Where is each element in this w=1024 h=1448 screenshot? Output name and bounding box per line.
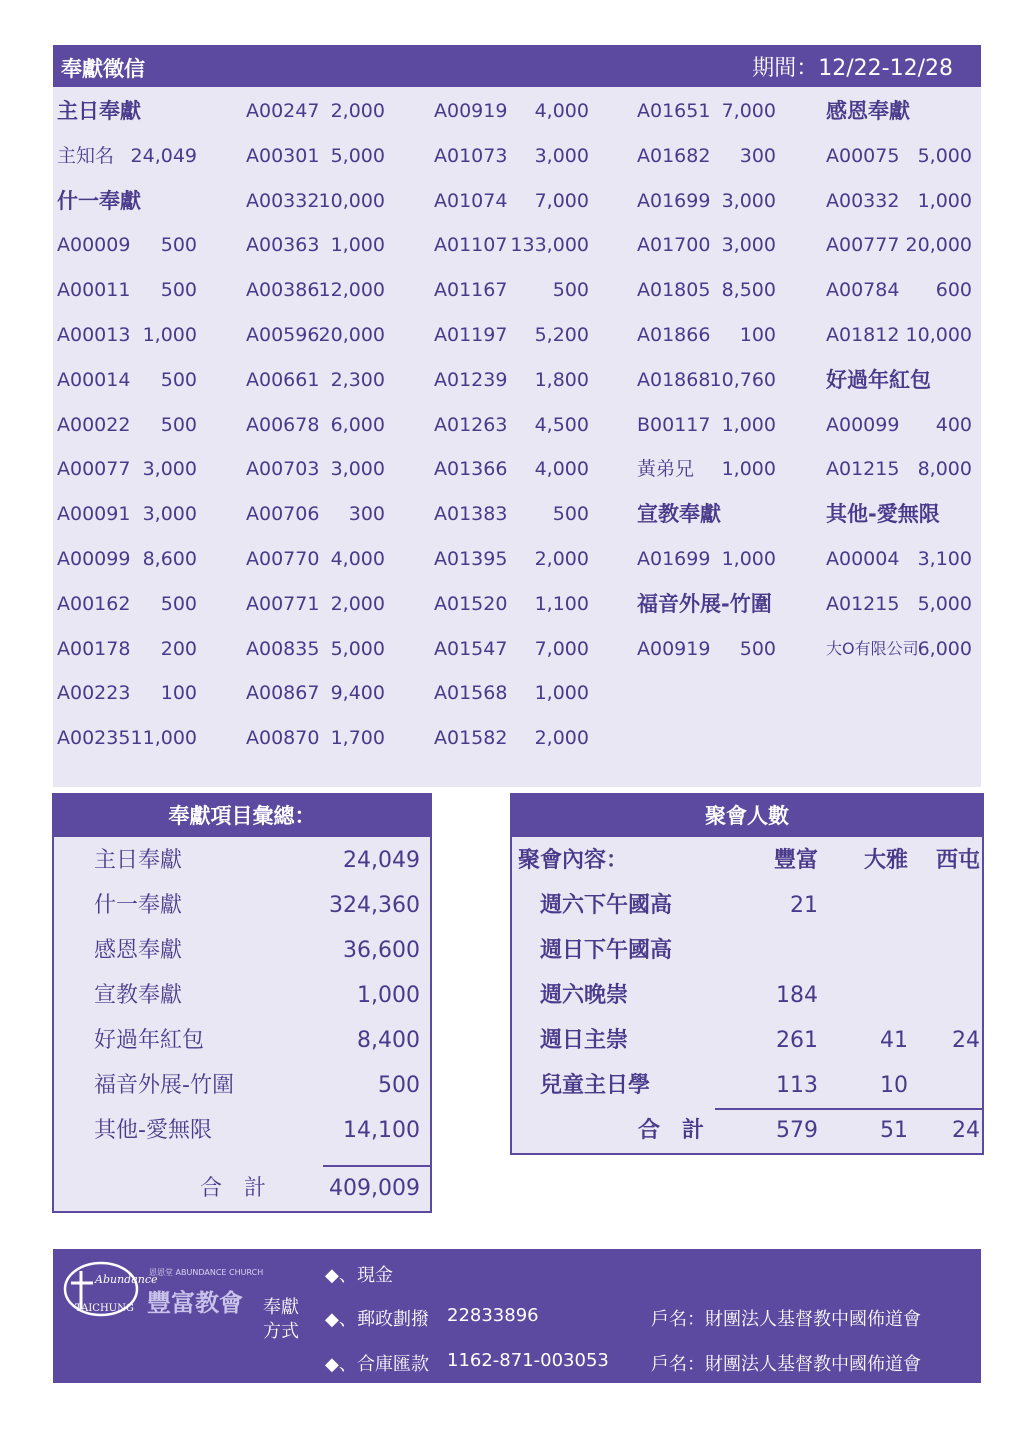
donor-code: A00077 (57, 458, 131, 481)
offering-list (53, 87, 981, 787)
cash-label: 現金 (357, 1265, 393, 1286)
site-header: 西屯 (935, 848, 980, 873)
donor-code: 黃弟兄 (637, 458, 695, 481)
postal-number: 22833896 (447, 1305, 539, 1326)
summary-item-value: 36,600 (343, 938, 420, 963)
offering-entry (434, 181, 589, 221)
donor-code: A00099 (826, 413, 900, 436)
offering-amount: 4,000 (534, 458, 589, 481)
offering-amount: 2,300 (330, 368, 385, 391)
meeting-label: 週六下午國高 (540, 893, 673, 918)
donor-code: 大O有限公司 (826, 638, 919, 658)
donor-code: A00919 (637, 637, 711, 660)
offering-entry (434, 673, 589, 713)
donor-code: A01074 (434, 189, 508, 212)
offering-entry (246, 494, 385, 534)
site-header: 大雅 (863, 848, 908, 873)
attendance-count: 261 (776, 1028, 818, 1053)
offering-amount: 6,000 (917, 637, 972, 660)
donor-code: A01167 (434, 279, 508, 302)
offering-entry (434, 315, 589, 355)
bullet-icon: ◆、 (325, 1309, 357, 1330)
offering-amount: 10,760 (709, 368, 776, 391)
offering-entry (434, 449, 589, 489)
donor-code: A01520 (434, 592, 508, 615)
offering-entry (246, 225, 385, 265)
offering-amount: 1,000 (721, 413, 776, 436)
offering-amount: 400 (935, 413, 972, 436)
attendance-count: 113 (776, 1073, 818, 1098)
offering-entry (826, 225, 972, 265)
offering-amount: 500 (739, 637, 776, 660)
summary-item-label: 其他-愛無限 (94, 1118, 212, 1143)
offering-amount: 2,000 (534, 548, 589, 570)
donor-code: A00004 (826, 548, 900, 570)
offering-entry (434, 136, 589, 176)
offering-entry (637, 449, 776, 489)
offering-amount: 10,000 (905, 324, 972, 346)
donor-code: A00386 (246, 279, 320, 302)
offering-entry (637, 181, 776, 221)
summary-item-label: 好過年紅包 (94, 1028, 205, 1053)
offering-amount: 8,500 (721, 279, 776, 302)
offering-entry (246, 270, 385, 310)
donor-code: A01215 (826, 458, 900, 481)
donor-code: A00011 (57, 279, 131, 302)
summary-item-label: 什一奉獻 (94, 893, 183, 918)
offering-amount: 3,000 (142, 503, 197, 526)
offering-amount: 24,049 (130, 144, 197, 167)
donor-code: A01239 (434, 368, 508, 391)
donor-code: A01547 (434, 637, 508, 660)
donor-code: A00099 (57, 548, 131, 570)
donor-code: A01107 (434, 234, 508, 257)
offering-entry (246, 315, 385, 355)
logo-top: 恩恩堂 ABUNDANCE CHURCH (149, 1268, 264, 1277)
donor-code: A00091 (57, 503, 131, 526)
offering-entry (826, 270, 972, 310)
category-label: 好過年紅包 (826, 367, 931, 392)
offering-entry (637, 225, 776, 265)
donor-code: A01366 (434, 458, 508, 481)
offering-entry (826, 136, 972, 176)
offering-amount: 4,000 (330, 548, 385, 570)
donor-code: A00332 (826, 189, 900, 212)
summary-divider (323, 1165, 430, 1167)
meeting-label: 週日下午國高 (540, 938, 673, 963)
summary-row (94, 1111, 420, 1151)
offering-amount: 5,200 (534, 324, 589, 346)
donor-code: A00075 (826, 144, 900, 167)
bank-label: 合庫匯款 (357, 1354, 429, 1375)
summary-row (94, 1021, 420, 1061)
donor-code: A00014 (57, 368, 131, 391)
offering-entry (826, 315, 972, 355)
offering-amount: 3,000 (142, 458, 197, 481)
category-label: 宣教奉獻 (637, 502, 721, 527)
donor-code: A01682 (637, 144, 711, 167)
offering-entry (57, 539, 197, 579)
offering-entry (57, 360, 197, 400)
offering-entry (434, 584, 589, 624)
donor-code: A00223 (57, 682, 131, 705)
offering-amount: 1,000 (721, 458, 776, 481)
summary-total-label: 合 計 (200, 1176, 267, 1201)
offering-amount: 20,000 (905, 234, 972, 257)
attendance-title: 聚會人數 (512, 795, 982, 837)
attendance-count: 21 (790, 893, 818, 918)
offering-amount: 133,000 (510, 234, 589, 257)
attendance-content-label: 聚會內容： (518, 848, 629, 873)
category-heading (826, 360, 972, 400)
offering-amount: 300 (739, 144, 776, 167)
offering-amount: 1,000 (534, 682, 589, 705)
attendance-total-value: 579 (776, 1118, 818, 1143)
donor-code: A00770 (246, 548, 320, 570)
offering-entry (246, 539, 385, 579)
summary-item-label: 感恩奉獻 (94, 938, 183, 963)
donor-code: A00022 (57, 413, 131, 436)
offering-amount: 100 (160, 682, 197, 705)
offering-amount: 1,000 (721, 548, 776, 570)
attendance-count: 184 (776, 983, 818, 1008)
offering-entry (246, 405, 385, 445)
offering-entry (57, 405, 197, 445)
summary-row (94, 931, 420, 971)
offering-entry (246, 136, 385, 176)
offering-entry (57, 718, 197, 758)
method-label-1: 奉獻 (263, 1297, 299, 1318)
logo-sub: TAICHUNG (75, 1303, 134, 1314)
offering-entry (826, 584, 972, 624)
offering-summary-box (52, 793, 432, 1213)
donor-code: 主知名 (57, 144, 115, 167)
donor-code: A00178 (57, 637, 131, 660)
meeting-label: 兒童主日學 (540, 1073, 651, 1098)
bullet-icon: ◆、 (325, 1265, 357, 1286)
offering-entry (246, 449, 385, 489)
offering-amount: 20,000 (318, 324, 385, 346)
offering-amount: 7,000 (534, 637, 589, 660)
postal-account-name: 戶名：財團法人基督教中國佈道會 (651, 1309, 921, 1330)
period-label: 期間：12/22-12/28 (752, 56, 953, 81)
summary-row (94, 1066, 420, 1106)
offering-entry (57, 449, 197, 489)
donor-code: A00703 (246, 458, 320, 481)
summary-item-value: 24,049 (343, 848, 420, 873)
summary-total-value: 409,009 (329, 1176, 420, 1201)
donor-code: A00596 (246, 324, 320, 346)
offering-amount: 500 (160, 368, 197, 391)
offering-amount: 5,000 (330, 144, 385, 167)
summary-item-value: 14,100 (343, 1118, 420, 1143)
attendance-count: 41 (880, 1028, 908, 1053)
offering-amount: 1,000 (917, 189, 972, 212)
summary-item-value: 8,400 (357, 1028, 420, 1053)
offering-amount: 1,700 (330, 727, 385, 750)
donor-code: A01263 (434, 413, 508, 436)
donor-code: A00162 (57, 592, 131, 615)
offering-amount: 1,000 (330, 234, 385, 257)
offering-entry (246, 360, 385, 400)
offering-amount: 3,000 (330, 458, 385, 481)
offering-amount: 3,100 (917, 548, 972, 570)
donor-code: A01582 (434, 727, 508, 750)
postal-label: 郵政劃撥 (357, 1309, 429, 1330)
offering-entry (434, 539, 589, 579)
offering-amount: 500 (552, 279, 589, 302)
summary-item-label: 宣教奉獻 (94, 983, 183, 1008)
offering-entry (57, 225, 197, 265)
donor-code: A01215 (826, 592, 900, 615)
offering-entry (637, 360, 776, 400)
offering-entry (246, 673, 385, 713)
offering-amount: 1,000 (142, 324, 197, 346)
offering-amount: 200 (160, 637, 197, 660)
donor-code: A01651 (637, 100, 711, 122)
donor-code: A00661 (246, 368, 320, 391)
logo-script: Abundance (95, 1273, 158, 1286)
offering-entry (57, 315, 197, 355)
donor-code: A00771 (246, 592, 320, 615)
offering-entry (826, 539, 972, 579)
summary-total-row (94, 1169, 420, 1209)
page-header (53, 45, 981, 87)
offering-entry (434, 405, 589, 445)
offering-amount: 500 (552, 503, 589, 526)
donor-code: A01699 (637, 548, 711, 570)
offering-entry (246, 181, 385, 221)
offering-amount: 9,400 (330, 682, 385, 705)
bank-account-number: 1162-871-003053 (447, 1350, 609, 1371)
offering-entry (57, 584, 197, 624)
donor-code: A00867 (246, 682, 320, 705)
offering-entry (57, 629, 197, 669)
offering-entry (637, 405, 776, 445)
category-heading (57, 181, 197, 221)
summary-row (94, 886, 420, 926)
offering-amount: 5,000 (917, 592, 972, 615)
offering-entry (826, 181, 972, 221)
donor-code: A00009 (57, 234, 131, 257)
donor-code: A00678 (246, 413, 320, 436)
offering-amount: 8,600 (142, 548, 197, 570)
donor-code: A01700 (637, 234, 711, 257)
offering-entry (434, 494, 589, 534)
donor-code: A00835 (246, 637, 320, 660)
category-label: 其他-愛無限 (826, 502, 940, 527)
offering-amount: 600 (935, 279, 972, 302)
donor-code: A01866 (637, 324, 711, 346)
offering-entry (246, 584, 385, 624)
donor-code: A00332 (246, 189, 320, 212)
offering-amount: 12,000 (318, 279, 385, 302)
offering-entry (57, 494, 197, 534)
offering-entry (434, 270, 589, 310)
donor-code: B00117 (637, 413, 711, 436)
donor-code: A00706 (246, 503, 320, 526)
offering-entry (434, 629, 589, 669)
site-header: 豐富 (773, 848, 818, 873)
summary-title: 奉獻項目彙總： (54, 795, 430, 837)
summary-item-label: 福音外展-竹圍 (94, 1073, 234, 1098)
meeting-label: 週六晚崇 (540, 983, 629, 1008)
offering-amount: 3,000 (721, 234, 776, 257)
offering-amount: 10,000 (318, 189, 385, 212)
offering-entry (246, 718, 385, 758)
category-label: 福音外展-竹圍 (637, 591, 772, 616)
donor-code: A00235 (57, 727, 131, 750)
offering-amount: 100 (739, 324, 776, 346)
category-label: 主日奉獻 (57, 99, 141, 123)
page-title: 奉獻徵信 (61, 57, 145, 81)
offering-entry (434, 91, 589, 131)
attendance-box (510, 793, 984, 1155)
bullet-icon: ◆、 (325, 1354, 357, 1375)
offering-amount: 5,000 (917, 144, 972, 167)
summary-item-value: 1,000 (357, 983, 420, 1008)
offering-entry (246, 629, 385, 669)
attendance-total-value: 51 (880, 1118, 908, 1143)
summary-item-value: 324,360 (329, 893, 420, 918)
category-heading (826, 91, 972, 131)
attendance-total-label: 合 計 (638, 1118, 705, 1143)
attendance-count: 10 (880, 1073, 908, 1098)
offering-amount: 300 (348, 503, 385, 526)
offering-amount: 500 (160, 279, 197, 302)
logo-name: 豐富教會 (147, 1289, 243, 1317)
offering-entry (434, 225, 589, 265)
donor-code: A00013 (57, 324, 131, 346)
attendance-count: 24 (952, 1028, 980, 1053)
donor-code: A01805 (637, 279, 711, 302)
summary-row (94, 841, 420, 881)
summary-item-label: 主日奉獻 (94, 848, 183, 873)
meeting-label: 週日主崇 (540, 1028, 629, 1053)
offering-amount: 2,000 (534, 727, 589, 750)
attendance-divider (715, 1108, 982, 1110)
offering-amount: 11,000 (130, 727, 197, 750)
donor-code: A00870 (246, 727, 320, 750)
offering-amount: 7,000 (534, 189, 589, 212)
offering-entry (57, 270, 197, 310)
offering-amount: 2,000 (330, 592, 385, 615)
offering-amount: 3,000 (721, 189, 776, 212)
church-logo (61, 1255, 264, 1325)
offering-amount: 7,000 (721, 100, 776, 122)
donor-code: A00784 (826, 279, 900, 302)
donor-code: A00777 (826, 234, 900, 257)
offering-entry (826, 449, 972, 489)
offering-entry (826, 629, 972, 669)
category-heading (637, 584, 776, 624)
offering-amount: 500 (160, 413, 197, 436)
category-heading (57, 91, 197, 131)
category-heading (826, 494, 972, 534)
offering-entry (826, 405, 972, 445)
offering-amount: 500 (160, 234, 197, 257)
donor-code: A01868 (637, 368, 711, 391)
offering-entry (637, 270, 776, 310)
donor-code: A01812 (826, 324, 900, 346)
offering-entry (637, 629, 776, 669)
offering-entry (246, 91, 385, 131)
donor-code: A01073 (434, 144, 508, 167)
bank-account-name: 戶名：財團法人基督教中國佈道會 (651, 1354, 921, 1375)
offering-amount: 1,100 (534, 592, 589, 615)
donor-code: A01395 (434, 548, 508, 570)
offering-amount: 4,000 (534, 100, 589, 122)
donor-code: A00301 (246, 144, 320, 167)
offering-entry (637, 539, 776, 579)
offering-amount: 6,000 (330, 413, 385, 436)
category-label: 感恩奉獻 (826, 99, 910, 123)
method-label-2: 方式 (263, 1321, 299, 1342)
offering-entry (434, 360, 589, 400)
offering-entry (434, 718, 589, 758)
donor-code: A00363 (246, 234, 320, 257)
offering-amount: 500 (160, 592, 197, 615)
donor-code: A01197 (434, 324, 508, 346)
offering-entry (637, 136, 776, 176)
category-label: 什一奉獻 (57, 188, 141, 213)
offering-amount: 1,800 (534, 368, 589, 391)
summary-row (94, 976, 420, 1016)
category-heading (637, 494, 776, 534)
payment-footer (53, 1249, 981, 1383)
offering-entry (57, 136, 197, 176)
offering-amount: 3,000 (534, 144, 589, 167)
offering-amount: 2,000 (330, 100, 385, 122)
donor-code: A00247 (246, 100, 320, 122)
offering-amount: 5,000 (330, 637, 385, 660)
offering-entry (637, 91, 776, 131)
attendance-total-value: 24 (952, 1118, 980, 1143)
offering-amount: 8,000 (917, 458, 972, 481)
donor-code: A01568 (434, 682, 508, 705)
donor-code: A00919 (434, 100, 508, 122)
donor-code: A01699 (637, 189, 711, 212)
offering-entry (57, 673, 197, 713)
donor-code: A01383 (434, 503, 508, 526)
offering-entry (637, 315, 776, 355)
summary-item-value: 500 (378, 1073, 420, 1098)
offering-amount: 4,500 (534, 413, 589, 436)
